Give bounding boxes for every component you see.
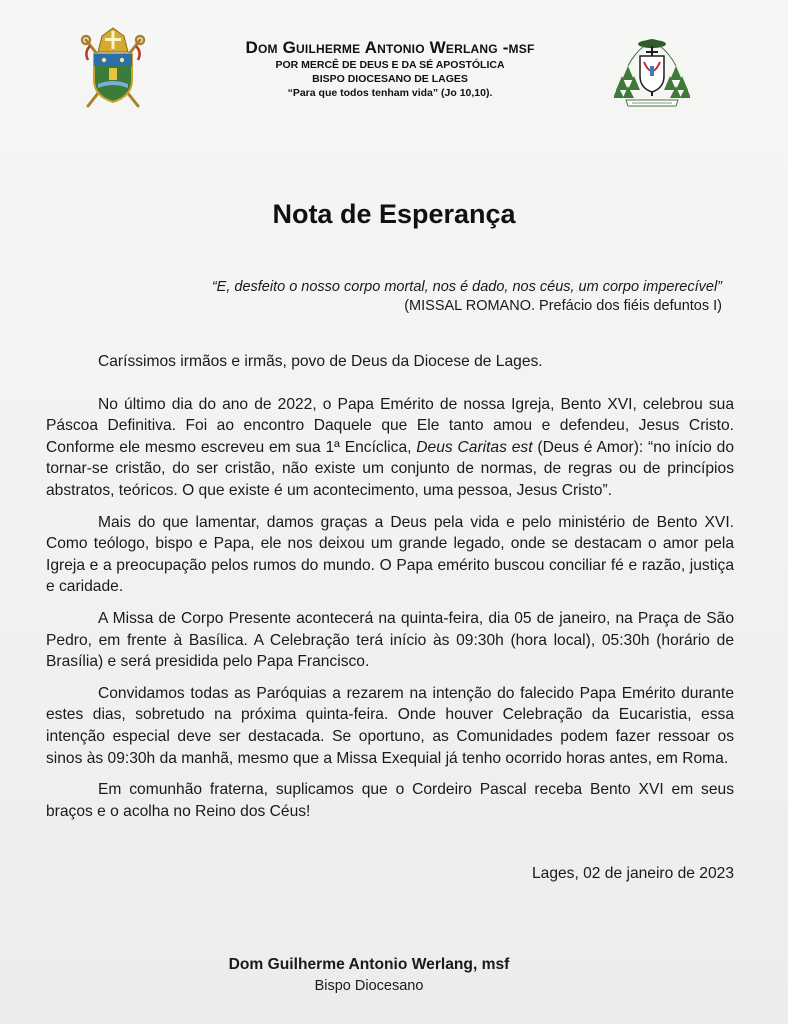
place-and-date: Lages, 02 de janeiro de 2023 <box>531 865 734 882</box>
paragraph-5: Em comunhão fraterna, suplicamos que o Cordeiro Pascal receba Bento XVI em seus braços e o acolha no Reino dos Céus! <box>46 781 734 820</box>
signatory-role: Bispo Diocesano <box>314 978 424 994</box>
paragraph-1-part-b: (Deus é Amor): “no início do tornar-se cristão, do ser cristão, não existe um conjunto de normas, de regras ou de princípios abstratos, teóricos. O que existe é um acontecimento, uma pessoa, Jesus Cristo”. <box>46 438 734 499</box>
signature-block <box>0 954 738 996</box>
paragraph-1 <box>46 394 734 502</box>
paragraph-1-part-a: No último dia do ano de 2022, o Papa Emérito de nossa Igreja, Bento XVI, celebrou sua Páscoa Definitiva. Foi ao encontro Daquele que Ele tanto amou e defendeu, Jesus Cristo. Conforme ele mesmo escreveu em sua 1ª Encíclica, <box>46 395 734 456</box>
header-line-2: BISPO DIOCESANO DE LAGES <box>312 73 468 85</box>
letter-body <box>46 351 734 822</box>
signatory-name: Dom Guilherme Antonio Werlang, msf <box>228 956 510 973</box>
document-title: Nota de Esperança <box>272 199 516 229</box>
paragraph-3: A Missa de Corpo Presente acontecerá na quinta-feira, dia 05 de janeiro, na Praça de São Pedro, em frente à Basílica. A Celebração terá início às 09:30h (hora local), 05:30h (horário de Brasília) e será presidida pelo Papa Francisco. <box>46 609 734 671</box>
paragraph-4: Convidamos todas as Paróquias a rezarem na intenção do falecido Papa Emérito durante estes dias, sobretudo na próxima quinta-feira. Onde houver Celebração da Eucaristia, essa intenção especial deve ser destacada. Se oportuno, as Comunidades podem fazer ressoar os sinos às 09:30h da manhã, mesmo que a Missa Exequial já tenho ocorrido horas antes, em Roma. <box>46 684 734 767</box>
bishop-coat-of-arms-icon <box>614 36 690 108</box>
header-motto: “Para que todos tenham vida” (Jo 10,10). <box>287 87 493 99</box>
greeting-paragraph: Caríssimos irmãos e irmãs, povo de Deus da Diocese de Lages. <box>98 353 543 370</box>
header-line-1: POR MERCÊ DE DEUS E DA SÉ APOSTÓLICA <box>275 59 505 71</box>
epigraph <box>162 278 722 316</box>
epigraph-text: “E, desfeito o nosso corpo mortal, nos é dado, nos céus, um corpo imperecível” <box>211 279 722 295</box>
encyclical-title: Deus Caritas est <box>416 438 533 456</box>
bishop-name-heading: Dom Guilherme Antonio Werlang -msf <box>245 38 535 57</box>
episcopal-coat-of-arms-icon <box>80 26 146 110</box>
letterhead <box>200 38 580 100</box>
paragraph-2: Mais do que lamentar, damos graças a Deus pela vida e pelo ministério de Bento XVI. Como teólogo, bispo e Papa, ele nos deixou um grande legado, onde se destacam o amor pela Igreja e a preocupação pelos rumos do mundo. O Papa emérito buscou conciliar fé e razão, justiça e caridade. <box>46 513 734 596</box>
epigraph-source: (MISSAL ROMANO. Prefácio dos fiéis defuntos I) <box>404 298 722 314</box>
